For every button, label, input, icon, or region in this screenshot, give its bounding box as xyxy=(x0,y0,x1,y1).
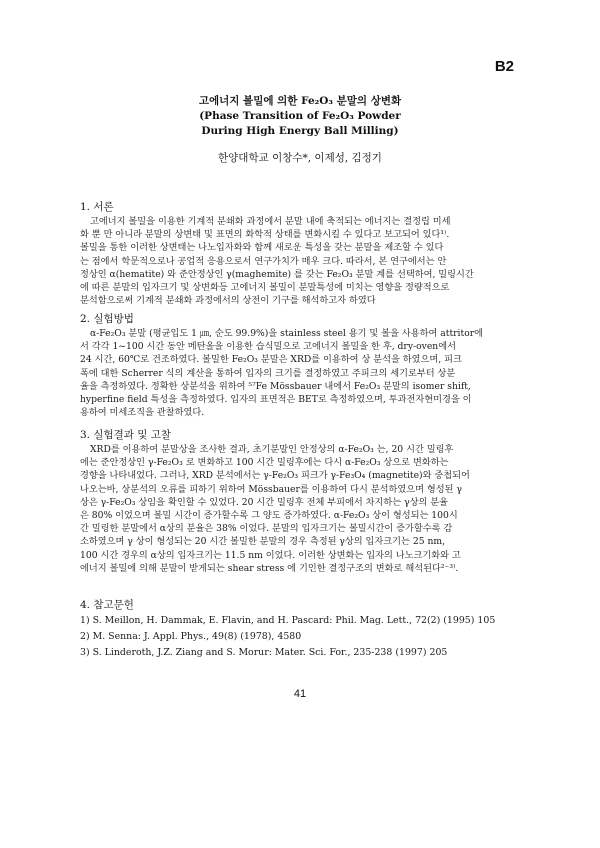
section-heading: 2. 실험방법 xyxy=(80,313,134,325)
title-english-line2: During High Energy Ball Milling) xyxy=(201,125,399,137)
title-korean: 고에너지 볼밀에 의한 Fe₂O₃ 분말의 상변화 xyxy=(198,95,402,107)
body-line: 100 시간 경우의 α상의 입자크기는 11.5 nm 이었다. 이러한 상변화는 입자의 나노크기화와 고 xyxy=(80,549,461,561)
body-line: 율을 측정하였다. 정확한 상분석을 위하여 ⁵⁷Fe Mössbauer 내에서 Fe₂O₃ 분말의 isomer shift, xyxy=(80,380,471,392)
body-line: 경향을 나타내었다. 그러나, XRD 분석에서는 γ-Fe₂O₃ 피크가 γ-Fe₃O₄ (magnetite)와 중첩되어 xyxy=(80,470,470,482)
body-line: 에 따른 분말의 입자크기 및 상변화등 고에너지 볼밀이 분말특성에 미치는 영향을 정량적으로 xyxy=(80,282,450,294)
reference-item: 2) M. Senna: J. Appl. Phys., 49(8) (1978), 4580 xyxy=(80,631,302,642)
body-line: 에는 준안정상인 γ-Fe₂O₃ 로 변화하고 100 시간 밀링후에는 다시 α-Fe₂O₃ 상으로 변화하는 xyxy=(80,457,449,469)
body-line: 화 뿐 만 아니라 분말의 상변태 및 표면의 화학적 상태를 변화시킬 수 있다고 보고되어 있다¹⁾. xyxy=(80,229,450,241)
title-english-line1: (Phase Transition of Fe₂O₃ Powder xyxy=(199,110,401,122)
authors: 한양대학교 이창수*, 이제성, 김정기 xyxy=(218,152,382,164)
section-heading: 1. 서론 xyxy=(80,201,114,213)
body-line: 소하였으며 γ 상이 형성되는 20 시간 볼밀한 분말의 경우 측정된 γ상의 입자크기는 25 nm, xyxy=(80,536,446,548)
body-line: α-Fe₂O₃ 분말 (평균입도 1 ㎛, 순도 99.9%)을 stainless steel 용기 및 볼을 사용하여 attritor에 xyxy=(90,328,483,339)
section-body xyxy=(80,327,520,419)
page-number: 41 xyxy=(293,688,307,700)
reference-item: 3) S. Linderoth, J.Z. Ziang and S. Morur: Mater. Sci. For., 235-238 (1997) 205 xyxy=(80,647,448,658)
body-line: 고에너지 볼밀을 이용한 기계적 분쇄화 과정에서 분말 내에 축적되는 에너지는 결정립 미세 xyxy=(90,216,451,227)
section-body xyxy=(80,443,520,575)
body-line: 분석함으로써 기계적 분쇄화 과정에서의 상전이 기구를 해석하고자 하였다 xyxy=(80,295,376,307)
body-line: 용하여 미세조직을 관찰하였다. xyxy=(80,407,205,419)
body-line: 정상인 α(hematite) 와 준안정상인 γ(maghemite) 를 갖는 Fe₂O₃ 분말 계를 선택하여, 밀링시간 xyxy=(80,268,474,280)
body-line: 는 점에서 학문적으로나 공업적 응용으로서 연구가치가 매우 크다. 따라서, 본 연구에서는 안 xyxy=(80,255,447,267)
section-results xyxy=(80,428,520,575)
reference-item: 1) S. Meillon, H. Dammak, E. Flavin, and H. Pascard: Phil. Mag. Lett., 72(2) (1995) 105 xyxy=(80,615,496,626)
body-line: 폭에 대한 Scherrer 식의 계산을 통하여 입자의 크기를 결정하였고 주피크의 세기로부터 상분 xyxy=(80,367,456,379)
body-line: 상은 γ-Fe₂O₃ 상임을 확인할 수 있었다. 20 시간 밀링후 전체 부피에서 차지하는 γ상의 분율 xyxy=(80,496,448,508)
body-line: XRD를 이용하여 분말상을 조사한 결과, 초기분말인 안정상의 α-Fe₂O₃ 는, 20 시간 밀링후 xyxy=(90,444,454,455)
title-block xyxy=(0,94,600,139)
section-heading: 4. 참고문헌 xyxy=(80,599,134,611)
body-line: 서 각각 1~100 시간 동안 메탄올을 이용한 습식밀으로 고에너지 볼밀을 한 후, dry-oven에서 xyxy=(80,341,456,353)
body-line: 나오는바, 상분석의 오류를 피하기 위하여 Mössbauer를 이용하여 다시 분석하였으며 형성된 γ xyxy=(80,483,462,495)
section-methods xyxy=(80,312,520,419)
body-line: hyperfine field 특성을 측정하였다. 입자의 표면적은 BET로 측정하였으며, 투과전자현미경을 이 xyxy=(80,394,472,406)
section-references xyxy=(80,598,520,661)
body-line: 은 80% 이었으며 볼밀 시간이 증가할수록 그 양도 증가하였다. α-Fe₂O₃ 상이 형성되는 100시 xyxy=(80,510,458,522)
section-heading: 3. 실험결과 및 고찰 xyxy=(80,429,172,441)
body-line: 24 시간, 60℃로 건조하였다. 볼밀한 Fe₂O₃ 분말은 XRD를 이용하여 상 분석을 하였으며, 피크 xyxy=(80,354,462,366)
body-line: 에너지 볼밀에 의해 분말이 받게되는 shear stress 에 기인한 결정구조의 변화로 해석된다²⁻³⁾. xyxy=(80,562,459,574)
body-line: 볼밀을 통한 이러한 상변태는 나노입자화와 함께 새로운 특성을 갖는 분말을 제조할 수 있다 xyxy=(80,242,444,254)
section-body xyxy=(80,215,520,307)
section-introduction xyxy=(80,200,520,307)
body-line: 간 밀링한 분말에서 α상의 분율은 38% 이었다. 분말의 입자크기는 볼밀시간이 증가할수록 감 xyxy=(80,523,453,535)
session-code: B2 xyxy=(494,58,514,75)
